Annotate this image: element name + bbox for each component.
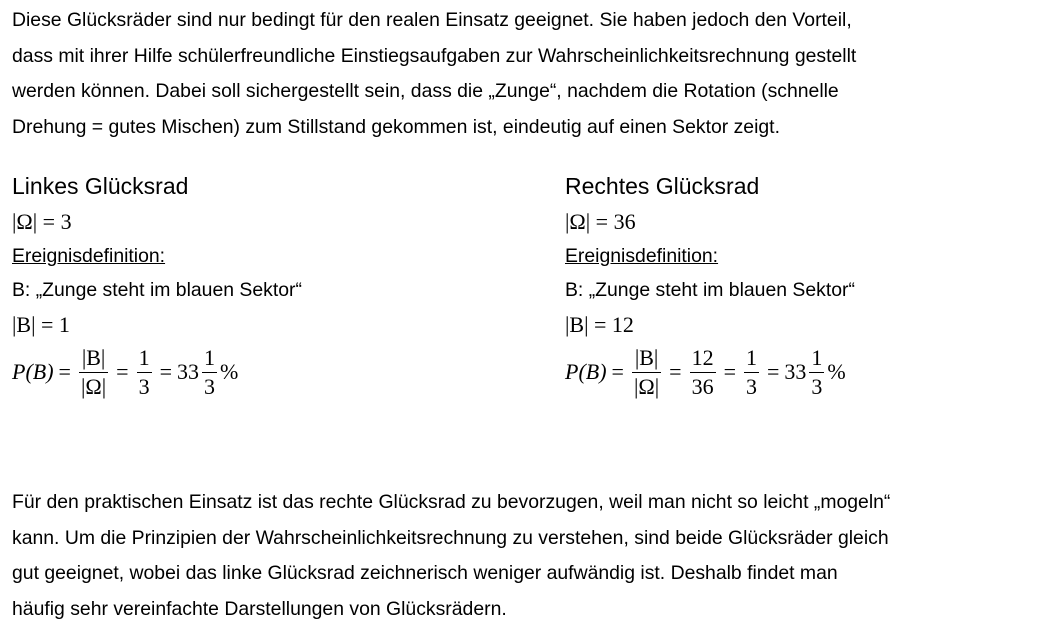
fraction-b-over-omega — [79, 344, 108, 399]
percent-sign: % — [219, 359, 239, 384]
left-probability-formula — [12, 342, 492, 402]
outro-line: kann. Um die Prinzipien der Wahrscheinlichkeitsrechnung zu verstehen, sind beide Glücksräder gleich — [12, 526, 889, 549]
right-event-text: B: „Zunge steht im blauen Sektor“ — [565, 279, 855, 301]
outro-line: gut geeignet, wobei das linke Glücksrad zeichnerisch weniger aufwändig ist. Deshalb findet man — [12, 562, 838, 584]
denominator: 3 — [745, 373, 757, 399]
numerator: 12 — [691, 344, 714, 370]
fraction-one-third — [137, 344, 152, 399]
outro-line: häufig sehr vereinfachte Darstellungen von Glücksrädern. — [12, 597, 507, 620]
numerator: 1 — [745, 344, 757, 370]
numerator: 1 — [811, 344, 823, 370]
formula-p: P — [565, 359, 579, 384]
numerator: 1 — [203, 344, 215, 370]
fraction-one-third-mixed — [809, 344, 824, 399]
intro-paragraph — [12, 3, 1048, 145]
fraction-one-third-mixed — [202, 344, 217, 399]
fraction-12-over-36 — [690, 344, 716, 399]
intro-line: Diese Glücksräder sind nur bedingt für den realen Einsatz geeignet. Sie haben jedoch den Vorteil, — [12, 9, 852, 31]
equals-sign: = — [58, 359, 71, 384]
denominator: |Ω| — [80, 373, 107, 399]
right-omega-size: |Ω| = 36 — [565, 209, 636, 234]
right-probability-formula — [565, 342, 1045, 402]
left-wheel-title: Linkes Glücksrad — [12, 173, 189, 199]
right-b-size: |B| = 12 — [565, 312, 634, 337]
whole-number: 33 — [176, 359, 199, 384]
equals-sign: = — [723, 359, 736, 384]
whole-number: 33 — [784, 359, 807, 384]
intro-line: dass mit ihrer Hilfe schülerfreundliche Einstiegsaufgaben zur Wahrscheinlichkeitsrechnung gestellt — [12, 44, 857, 67]
equals-sign: = — [116, 359, 129, 384]
denominator: |Ω| — [633, 373, 660, 399]
intro-line: Drehung = gutes Mischen) zum Stillstand gekommen ist, eindeutig auf einen Sektor zeigt. — [12, 115, 780, 138]
denominator: 3 — [811, 373, 823, 399]
right-wheel-section — [565, 168, 1045, 402]
equals-sign: = — [159, 359, 172, 384]
fraction-b-over-omega — [632, 344, 661, 399]
numerator: 1 — [138, 344, 150, 370]
formula-arg: (B) — [578, 359, 607, 384]
equals-sign: = — [766, 359, 780, 384]
outro-line: Für den praktischen Einsatz ist das rechte Glücksrad zu bevorzugen, weil man nicht so leicht „mogeln“ — [12, 491, 891, 513]
left-wheel-section — [12, 168, 492, 402]
denominator: 3 — [203, 373, 215, 399]
formula-arg: (B) — [25, 359, 54, 384]
denominator: 3 — [138, 373, 150, 399]
right-wheel-title: Rechtes Glücksrad — [565, 173, 760, 199]
left-b-size: |B| = 1 — [12, 312, 70, 337]
fraction-one-third — [744, 344, 759, 399]
numerator: |B| — [81, 344, 106, 370]
right-event-definition-label: Ereignisdefinition: — [565, 245, 719, 267]
left-event-definition-label: Ereignisdefinition: — [12, 245, 166, 267]
formula-p: P — [12, 359, 26, 384]
denominator: 36 — [691, 373, 714, 399]
left-event-text: B: „Zunge steht im blauen Sektor“ — [12, 279, 302, 301]
left-omega-size: |Ω| = 3 — [12, 209, 72, 234]
intro-line: werden können. Dabei soll sichergestellt sein, dass die „Zunge“, nachdem die Rotation (schnelle — [12, 80, 839, 102]
percent-sign: % — [827, 359, 846, 384]
equals-sign: = — [611, 359, 624, 384]
conclusion-paragraph — [12, 485, 1048, 627]
equals-sign: = — [669, 359, 682, 384]
numerator: |B| — [634, 344, 659, 370]
